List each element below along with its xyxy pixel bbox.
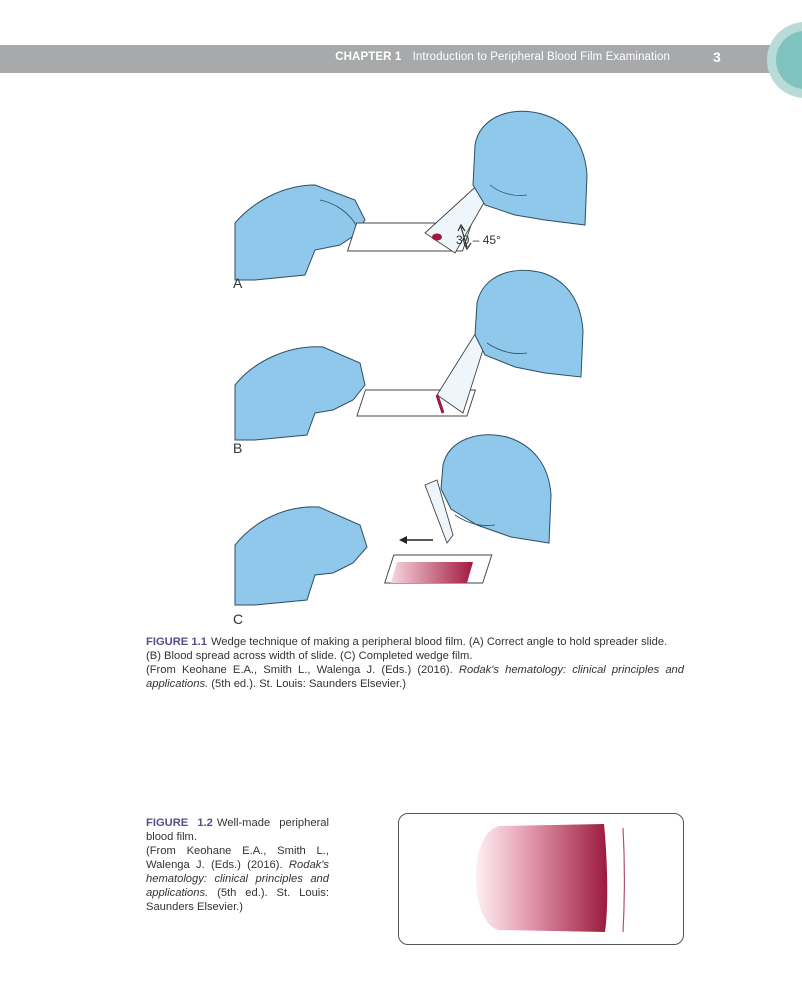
running-header <box>0 45 790 73</box>
blood-film-smear <box>476 824 607 932</box>
panel-label-c: C <box>233 611 244 627</box>
right-hand-b <box>475 270 583 377</box>
blood-drop-a <box>432 234 442 241</box>
header-text <box>335 51 670 63</box>
source-title: Rodak's hematology: clinical principles and applications. <box>146 664 684 690</box>
left-hand-c <box>235 507 367 605</box>
page-number: 3 <box>713 49 721 65</box>
right-hand-a <box>473 111 587 225</box>
source-prefix: (From Keohane E.A., Smith L., Walenga J. (Eds.) (2016). <box>146 664 459 676</box>
figure-1-1-label: FIGURE 1.1 <box>146 636 207 648</box>
panel-label-b: B <box>233 440 243 456</box>
chapter-label: CHAPTER 1 <box>335 51 402 63</box>
figure-1-1-source <box>146 663 684 691</box>
source-prefix: (From Keohane E.A., Smith L., Walenga J. (Eds.) (2016). <box>146 845 329 871</box>
angle-annotation: 30 – 45° <box>456 233 501 247</box>
panel-a <box>235 111 587 280</box>
chapter-title: Introduction to Peripheral Blood Film Examination <box>412 51 670 63</box>
figure-1-1-text: Wedge technique of making a peripheral blood film. (A) Correct angle to hold spreader slide. (B) Blood spread across width of slide. (C) Completed wedge film. <box>146 636 668 662</box>
source-title: Rodak's hematology: clinical principles and applications. <box>146 859 329 899</box>
figure-1-1-caption <box>146 635 684 691</box>
panel-c <box>235 435 551 605</box>
figure-1-2-caption <box>146 816 329 914</box>
right-hand-c <box>441 435 551 543</box>
left-hand-a <box>235 185 365 280</box>
figure-1-2-slide <box>398 813 684 945</box>
figure-1-2-source <box>146 844 329 914</box>
source-suffix: (5th ed.). St. Louis: Saunders Elsevier.) <box>146 887 329 913</box>
figure-1-1-illustration <box>215 105 605 630</box>
completed-smear-c <box>391 562 473 583</box>
film-edge-line <box>623 828 625 932</box>
panel-b <box>235 270 583 440</box>
source-suffix: (5th ed.). St. Louis: Saunders Elsevier.) <box>208 678 406 690</box>
left-hand-b <box>235 347 365 440</box>
figure-1-2-text: Well-made peripheral blood film. <box>146 817 329 843</box>
panel-label-a: A <box>233 275 243 291</box>
figure-1-2-label: FIGURE 1.2 <box>146 817 213 829</box>
blood-film-illustration <box>399 814 683 944</box>
